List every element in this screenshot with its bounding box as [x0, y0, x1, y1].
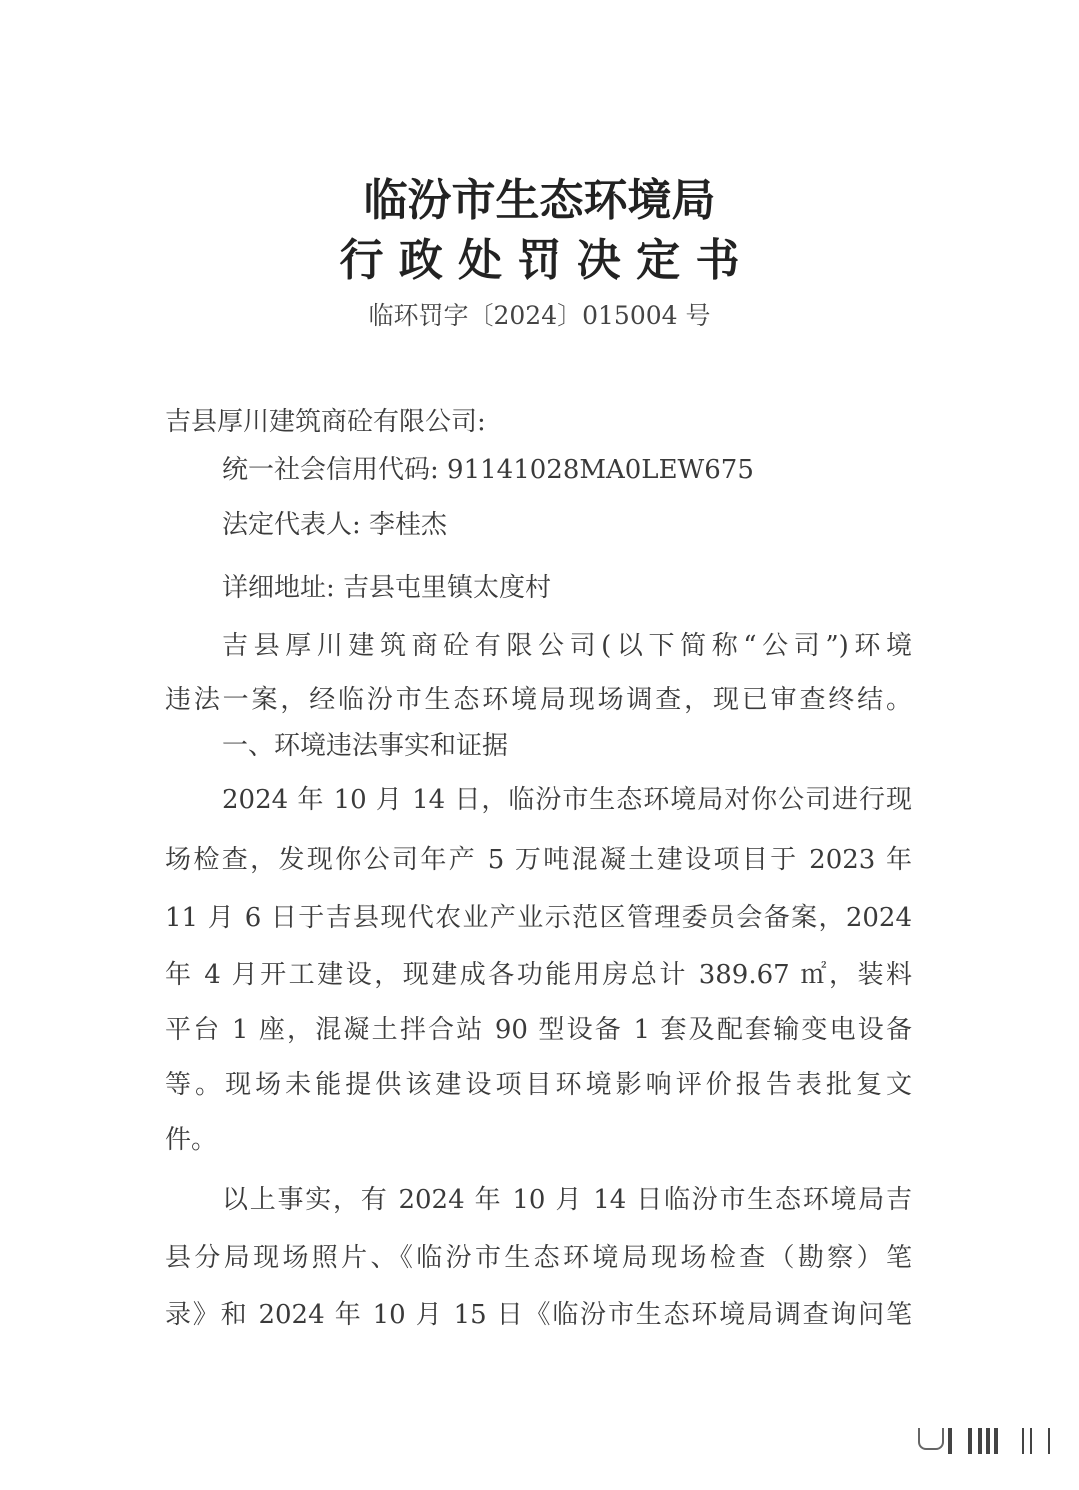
address: 详细地址: 吉县屯里镇太度村: [222, 573, 552, 603]
body-line: 违法一案，经临汾市生态环境局现场调查，现已审查终结。: [165, 685, 912, 715]
credit-code: 统一社会信用代码: 91141028MA0LEW675: [222, 455, 754, 485]
watermark-logo: [918, 1428, 1058, 1458]
body-line: 县分局现场照片、《临汾市生态环境局现场检查（勘察）笔: [165, 1243, 912, 1273]
section-heading: 一、环境违法事实和证据: [222, 731, 509, 761]
body-line: 以上事实，有 2024 年 10 月 14 日临汾市生态环境局吉: [222, 1185, 912, 1215]
body-line: 录》和 2024 年 10 月 15 日《临汾市生态环境局调查询问笔: [165, 1300, 912, 1330]
body-line: 等。现场未能提供该建设项目环境影响评价报告表批复文: [165, 1070, 912, 1100]
body-line: 场检查，发现你公司年产 5 万吨混凝土建设项目于 2023 年: [165, 845, 912, 875]
body-line: 11 月 6 日于吉县现代农业产业示范区管理委员会备案，2024: [165, 903, 912, 933]
document-number: 临环罚字〔2024〕015004 号: [368, 301, 711, 330]
party-name: 吉县厚川建筑商砼有限公司:: [165, 407, 486, 437]
body-line: 平台 1 座，混凝土拌合站 90 型设备 1 套及配套输变电设备: [165, 1015, 912, 1045]
body-line: 件。: [165, 1125, 218, 1155]
document-title: 临汾市生态环境局: [363, 175, 716, 226]
legal-representative: 法定代表人: 李桂杰: [222, 510, 448, 540]
body-line: 吉县厚川建筑商砼有限公司(以下简称“公司”)环境: [222, 631, 912, 661]
body-line: 2024 年 10 月 14 日，临汾市生态环境局对你公司进行现: [222, 785, 912, 815]
body-line: 年 4 月开工建设，现建成各功能用房总计 389.67 ㎡，装料: [165, 960, 912, 990]
document-subtitle: 行 政 处 罚 决 定 书: [339, 235, 740, 286]
